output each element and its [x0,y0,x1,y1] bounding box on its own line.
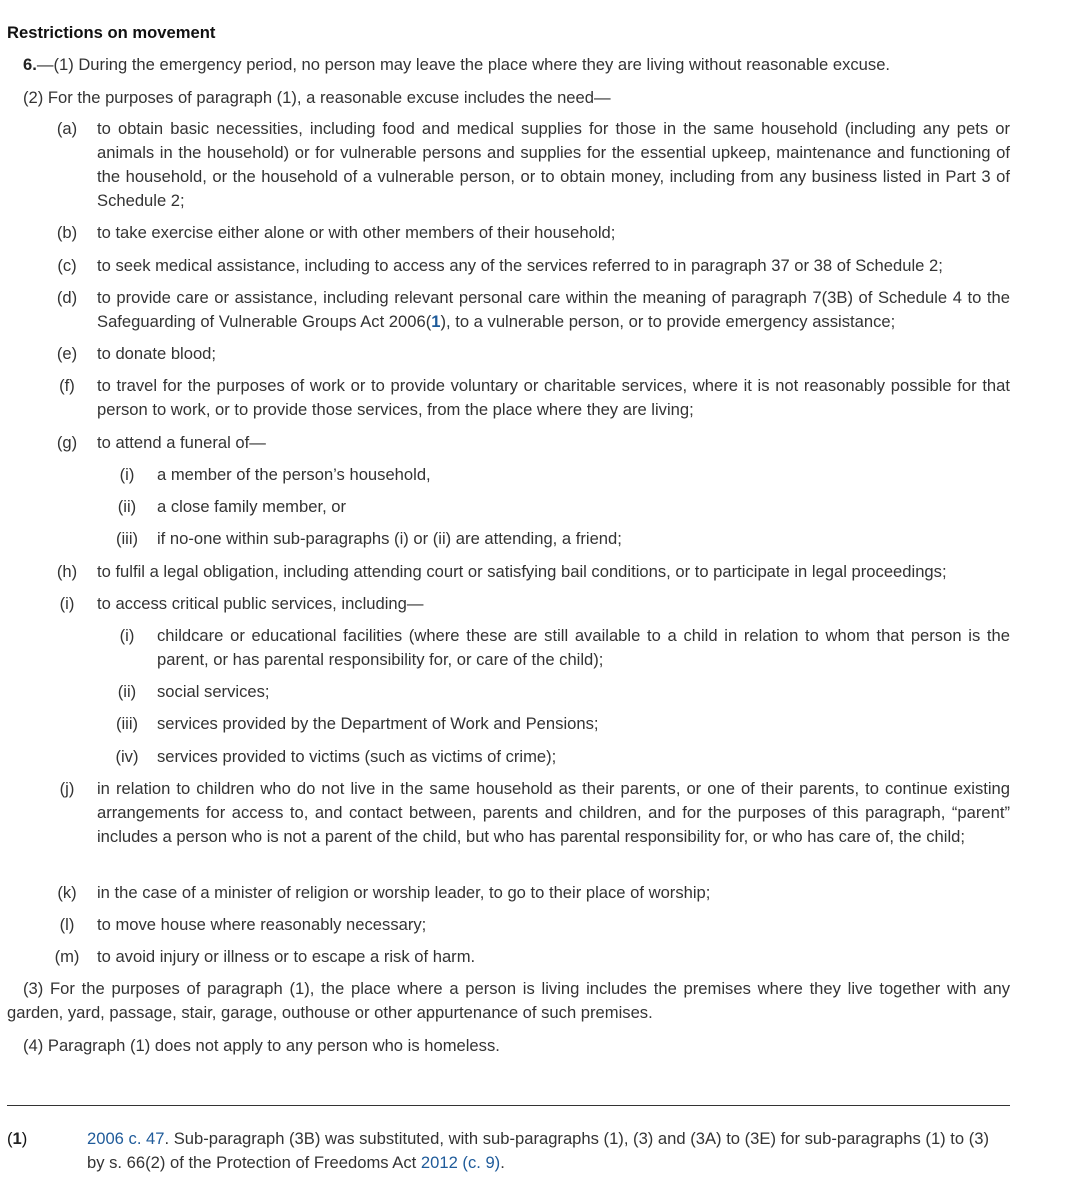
item-text: to travel for the purposes of work or to provide voluntary or charitable services, where it is not reasonably possible for that person to work, or to provide those services, from the place where they are living; [97,376,1010,419]
footnote-ref-link[interactable]: 1 [431,312,441,331]
item-text-before: to provide care or assistance, including relevant personal care within the meaning of paragraph 7(3B) of Schedule 4 to the Safeguarding of Vulnerable Groups Act 2006( [97,288,1010,331]
sub-item-text: services provided to victims (such as victims of crime); [157,747,557,766]
citation-link-2012[interactable]: 2012 (c. 9) [420,1153,501,1172]
item-text: in relation to children who do not live in the same household as their parents, or one of their parents, to continue existing arrangements for access to, and contact between, parents and children, and for the purposes of this paragraph, “parent” includes a person who is not a parent of the child, but who has parental responsibility for, or who has care of, the child; [97,779,1010,846]
sub-item-label: (iii) [115,529,139,548]
item-label: (b) [56,223,78,242]
item-label: (j) [59,779,75,798]
item-text: to donate blood; [97,344,217,363]
paragraph-2: (2) For the purposes of paragraph (1), a reasonable excuse includes the need— [23,88,611,107]
footnote-body: . Sub-paragraph (3B) was substituted, with sub-paragraphs (1), (3) and (3A) to (3E) for sub-paragraphs (1) to (3) by s. 66(2) of the Protection of Freedoms Act [87,1129,990,1172]
sub-item-label: (ii) [117,682,137,701]
item-text: to fulfil a legal obligation, including attending court or satisfying bail conditions, or to participate in legal proceedings; [97,562,947,581]
citation-link-2006[interactable]: 2006 c. 47 [87,1129,165,1148]
sub-item-label: (iv) [115,747,139,766]
sub-item-label: (i) [119,465,135,484]
sub-item-label: (i) [119,626,135,645]
paragraph-1 [7,53,1010,77]
item-label: (a) [56,119,78,138]
item-text: to obtain basic necessities, including food and medical supplies for those in the same household (including any pets or animals in the household) or for vulnerable persons and supplies for the essential upkeep, maintenance and functioning of the household, or the household of a vulnerable person, or to obtain money, including from any business listed in Part 3 of Schedule 2; [97,119,1010,210]
footnote-end: . [500,1153,505,1172]
item-label: (g) [56,433,78,452]
sub-item-label: (ii) [117,497,137,516]
sub-item-text: a close family member, or [157,497,347,516]
footnote-number: 1 [12,1129,22,1148]
item-text: to avoid injury or illness or to escape a risk of harm. [97,947,476,966]
item-text: to access critical public services, including— [97,594,424,613]
footnote-divider [7,1105,1010,1106]
item-text: in the case of a minister of religion or worship leader, to go to their place of worship; [97,883,711,902]
sub-item-text: a member of the person’s household, [157,465,431,484]
item-label: (k) [57,883,77,902]
footnote-label: (1) [7,1129,28,1148]
item-label: (i) [59,594,75,613]
item-text: to attend a funeral of— [97,433,266,452]
item-text: to take exercise either alone or with other members of their household; [97,223,616,242]
paragraph-4: (4) Paragraph (1) does not apply to any person who is homeless. [23,1036,500,1055]
paragraph-1-text: —(1) During the emergency period, no person may leave the place where they are living without reasonable excuse. [36,55,891,74]
item-text: to seek medical assistance, including to access any of the services referred to in paragraph 37 or 38 of Schedule 2; [97,256,943,275]
sub-item-label: (iii) [115,714,139,733]
item-label: (l) [59,915,75,934]
item-text [97,286,1010,334]
item-text: to move house where reasonably necessary; [97,915,427,934]
section-number: 6. [23,55,37,74]
section-heading: Restrictions on movement [7,23,216,42]
footnote-text [87,1127,1010,1175]
sub-item-text: if no-one within sub-paragraphs (i) or (ii) are attending, a friend; [157,529,622,548]
item-label: (d) [56,288,78,307]
item-label: (c) [57,256,77,275]
sub-item-text: services provided by the Department of Work and Pensions; [157,714,599,733]
item-label: (f) [59,376,75,395]
item-text-after: ), to a vulnerable person, or to provide emergency assistance; [440,312,896,331]
sub-item-text: social services; [157,682,270,701]
item-label: (m) [54,947,80,966]
sub-item-text: childcare or educational facilities (where these are still available to a child in relation to whom that person is the parent, or has parental responsibility for, or care of the child); [157,626,1010,669]
item-label: (e) [56,344,78,363]
paragraph-3: (3) For the purposes of paragraph (1), the place where a person is living includes the premises where they live together with any garden, yard, passage, stair, garage, outhouse or other appurtenance of such premises. [7,979,1010,1022]
item-label: (h) [56,562,78,581]
